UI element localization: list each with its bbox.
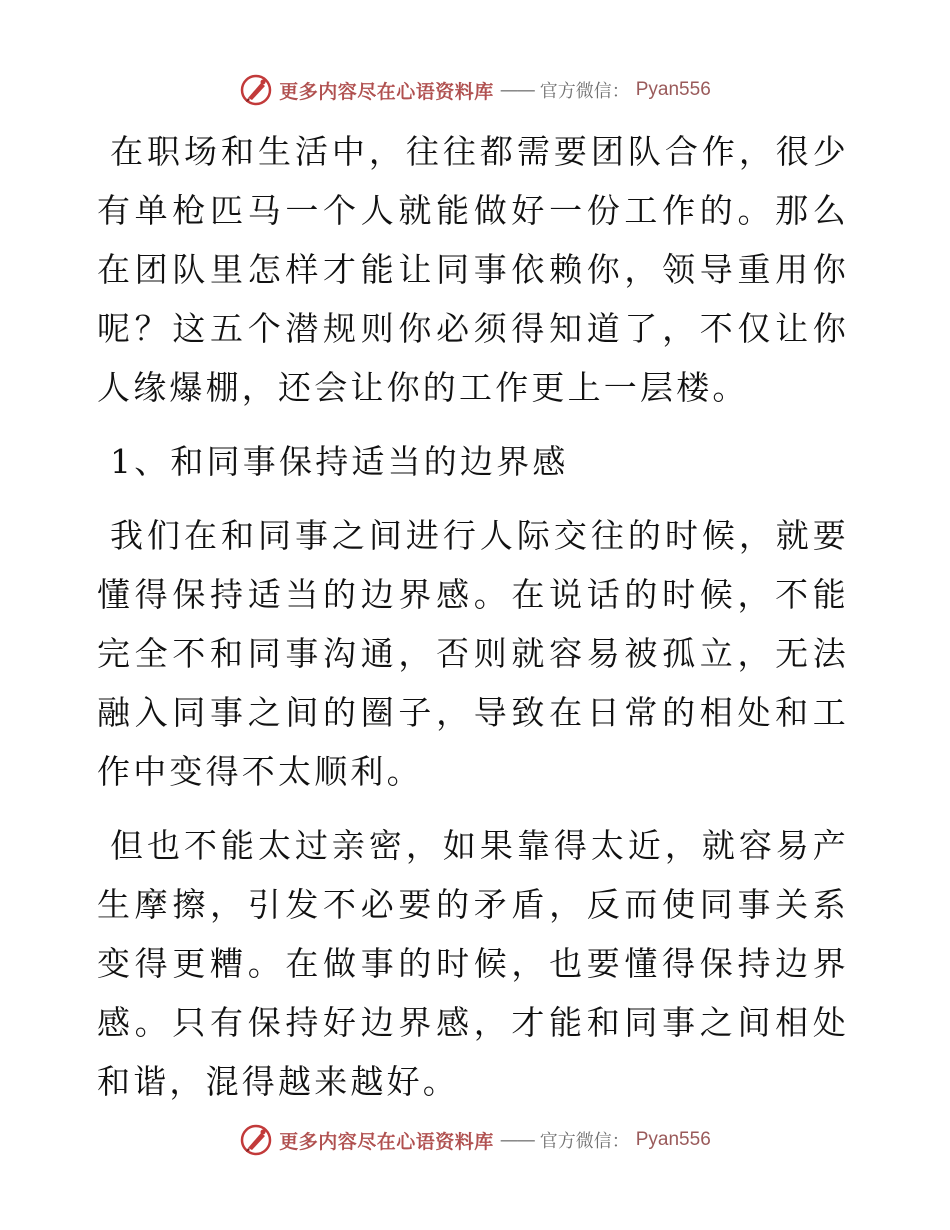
watermark-brand: 更多内容尽在心语资料库 <box>279 80 494 103</box>
watermark-wechat-id: Pyan556 <box>635 79 711 100</box>
pen-logo-icon <box>239 73 273 107</box>
watermark-official-label: 官方微信： <box>539 81 630 102</box>
watermark-wechat-id: Pyan556 <box>635 1129 711 1150</box>
body-paragraph: 但也不能太过亲密，如果靠得太近，就容易产生摩擦，引发不必要的矛盾，反而使同事关系变得更糟。在做事的时候，也要懂得保持边界感。只有保持好边界感，才能和同事之间相处和谐，混得越来越好。 <box>97 826 849 1101</box>
section-heading: 1、和同事保持适当的边界感 <box>110 442 569 481</box>
pen-logo-icon <box>239 1123 273 1157</box>
watermark-dash: —— <box>499 79 534 101</box>
watermark-dash: —— <box>499 1129 534 1151</box>
watermark-brand: 更多内容尽在心语资料库 <box>279 1130 494 1153</box>
document-body <box>97 122 849 1111</box>
footer-watermark <box>0 1120 950 1160</box>
intro-paragraph: 在职场和生活中，往往都需要团队合作，很少有单枪匹马一个人就能做好一份工作的。那么在团队里怎样才能让同事依赖你，领导重用你呢？这五个潜规则你必须得知道了，不仅让你人缘爆棚，还会让你的工作更上一层楼。 <box>97 132 849 407</box>
body-paragraph: 我们在和同事之间进行人际交往的时候，就要懂得保持适当的边界感。在说话的时候，不能完全不和同事沟通，否则就容易被孤立，无法融入同事之间的圈子，导致在日常的相处和工作中变得不太顺利。 <box>97 516 849 791</box>
watermark-official-label: 官方微信： <box>539 1131 630 1152</box>
header-watermark <box>0 70 950 110</box>
